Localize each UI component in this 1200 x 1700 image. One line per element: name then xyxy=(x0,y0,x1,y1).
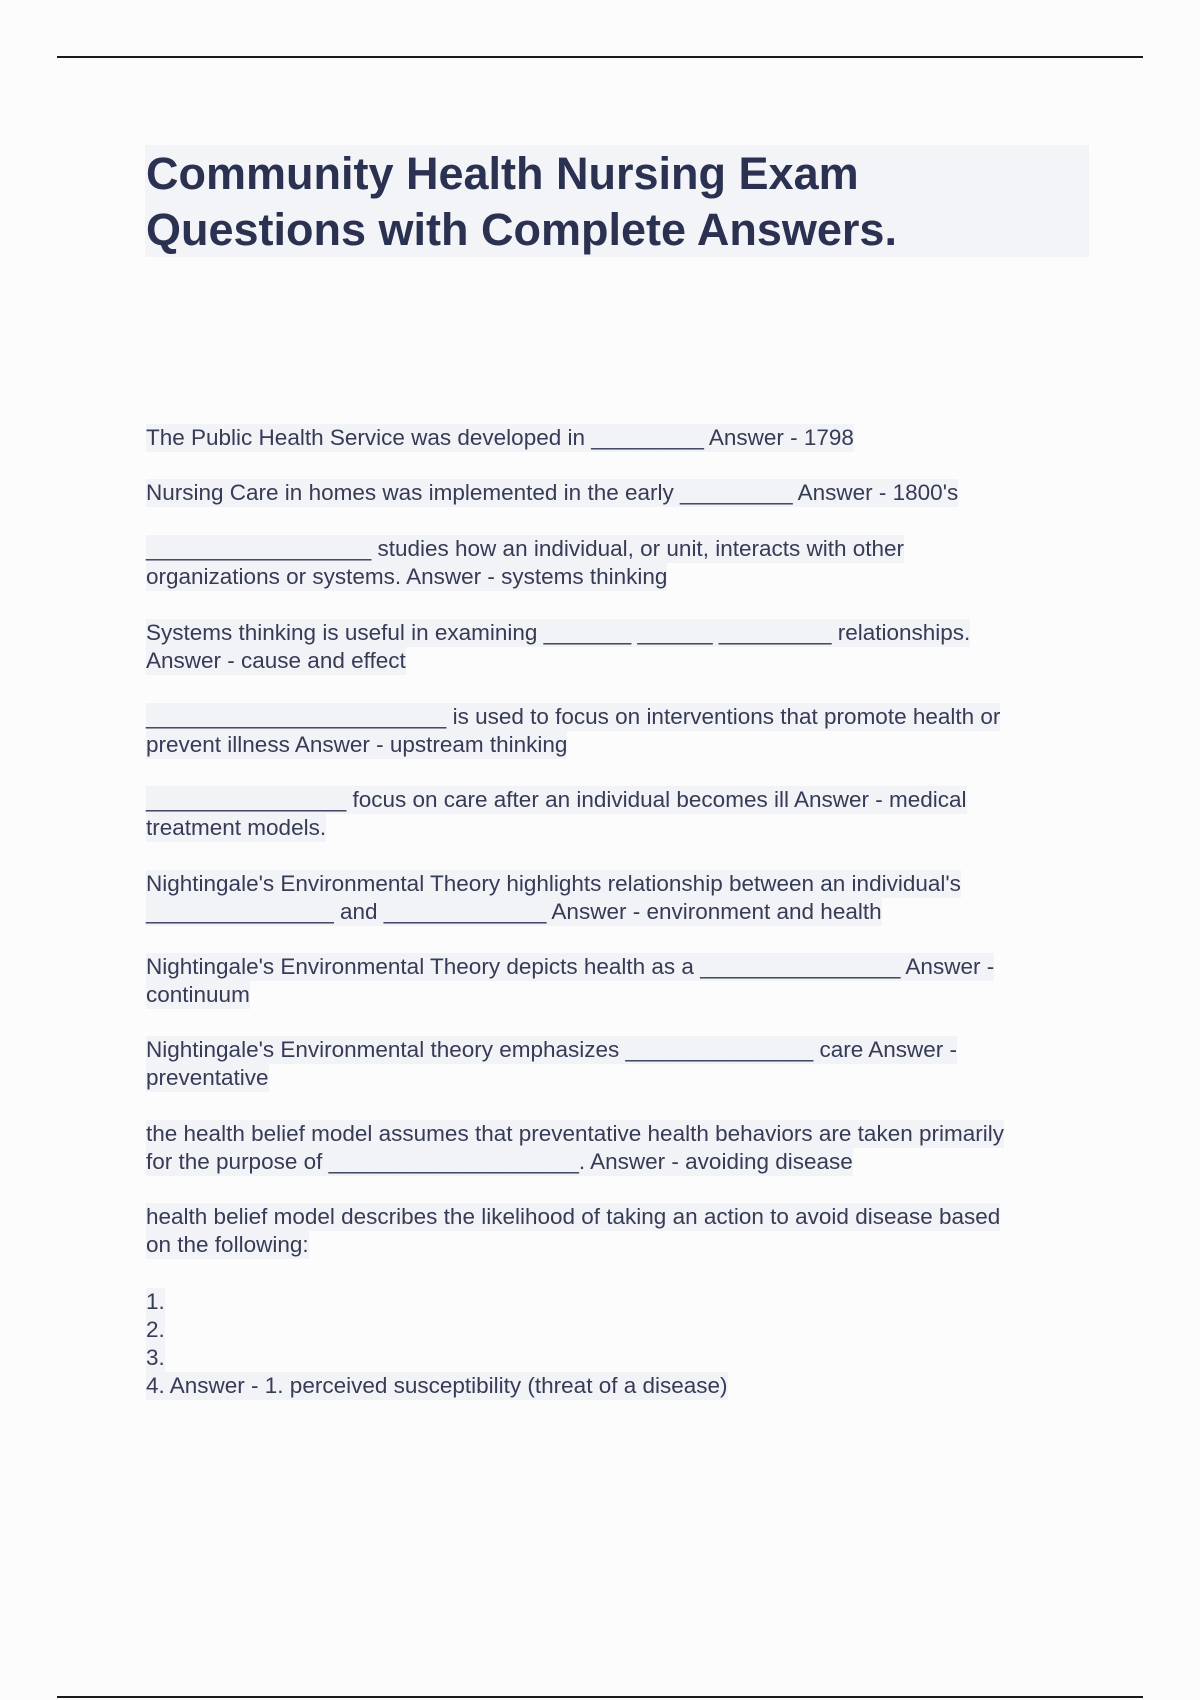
question-item xyxy=(146,870,1076,926)
question-line: organizations or systems. Answer - systems thinking xyxy=(146,564,668,589)
question-line: for the purpose of ____________________. Answer - avoiding disease xyxy=(146,1149,853,1174)
question-line: ________________ focus on care after an individual becomes ill Answer - medical xyxy=(146,787,967,812)
question-line: preventative xyxy=(146,1065,269,1090)
question-item xyxy=(146,1203,1076,1259)
question-line: __________________ studies how an individual, or unit, interacts with other xyxy=(146,536,905,561)
question-item xyxy=(146,424,1076,452)
top-rule xyxy=(57,56,1143,58)
question-line: 2. xyxy=(146,1317,165,1342)
question-item xyxy=(146,1288,1076,1400)
question-item xyxy=(146,1036,1076,1092)
question-item xyxy=(146,479,1076,507)
question-line: treatment models. xyxy=(146,815,327,840)
page-title xyxy=(146,146,1046,258)
question-line: on the following: xyxy=(146,1232,309,1257)
question-line: Nursing Care in homes was implemented in the early _________ Answer - 1800's xyxy=(146,480,959,505)
question-item xyxy=(146,1120,1076,1176)
bottom-rule xyxy=(57,1696,1143,1698)
question-item xyxy=(146,535,1076,591)
question-item xyxy=(146,786,1076,842)
question-line: Answer - cause and effect xyxy=(146,648,406,673)
question-line: Nightingale's Environmental Theory highlights relationship between an individual's xyxy=(146,871,961,896)
question-line: health belief model describes the likelihood of taking an action to avoid disease based xyxy=(146,1204,1001,1229)
question-line: Nightingale's Environmental theory emphasizes _______________ care Answer - xyxy=(146,1037,958,1062)
title-line: Questions with Complete Answers. xyxy=(146,204,897,255)
question-line: _______________ and _____________ Answer - environment and health xyxy=(146,899,882,924)
question-line: 1. xyxy=(146,1289,165,1314)
question-line: 4. Answer - 1. perceived susceptibility (threat of a disease) xyxy=(146,1373,728,1398)
question-line: the health belief model assumes that preventative health behaviors are taken primarily xyxy=(146,1121,1004,1146)
question-line: ________________________ is used to focus on interventions that promote health or xyxy=(146,704,1001,729)
question-line: 3. xyxy=(146,1345,165,1370)
question-item xyxy=(146,703,1076,759)
question-line: prevent illness Answer - upstream thinking xyxy=(146,732,568,757)
title-line: Community Health Nursing Exam xyxy=(146,148,859,199)
question-line: Nightingale's Environmental Theory depicts health as a ________________ Answer - xyxy=(146,954,995,979)
question-line: continuum xyxy=(146,982,250,1007)
question-item xyxy=(146,953,1076,1009)
question-line: Systems thinking is useful in examining _______ ______ _________ relationships. xyxy=(146,620,971,645)
question-line: The Public Health Service was developed in _________ Answer - 1798 xyxy=(146,425,854,450)
question-item xyxy=(146,619,1076,675)
